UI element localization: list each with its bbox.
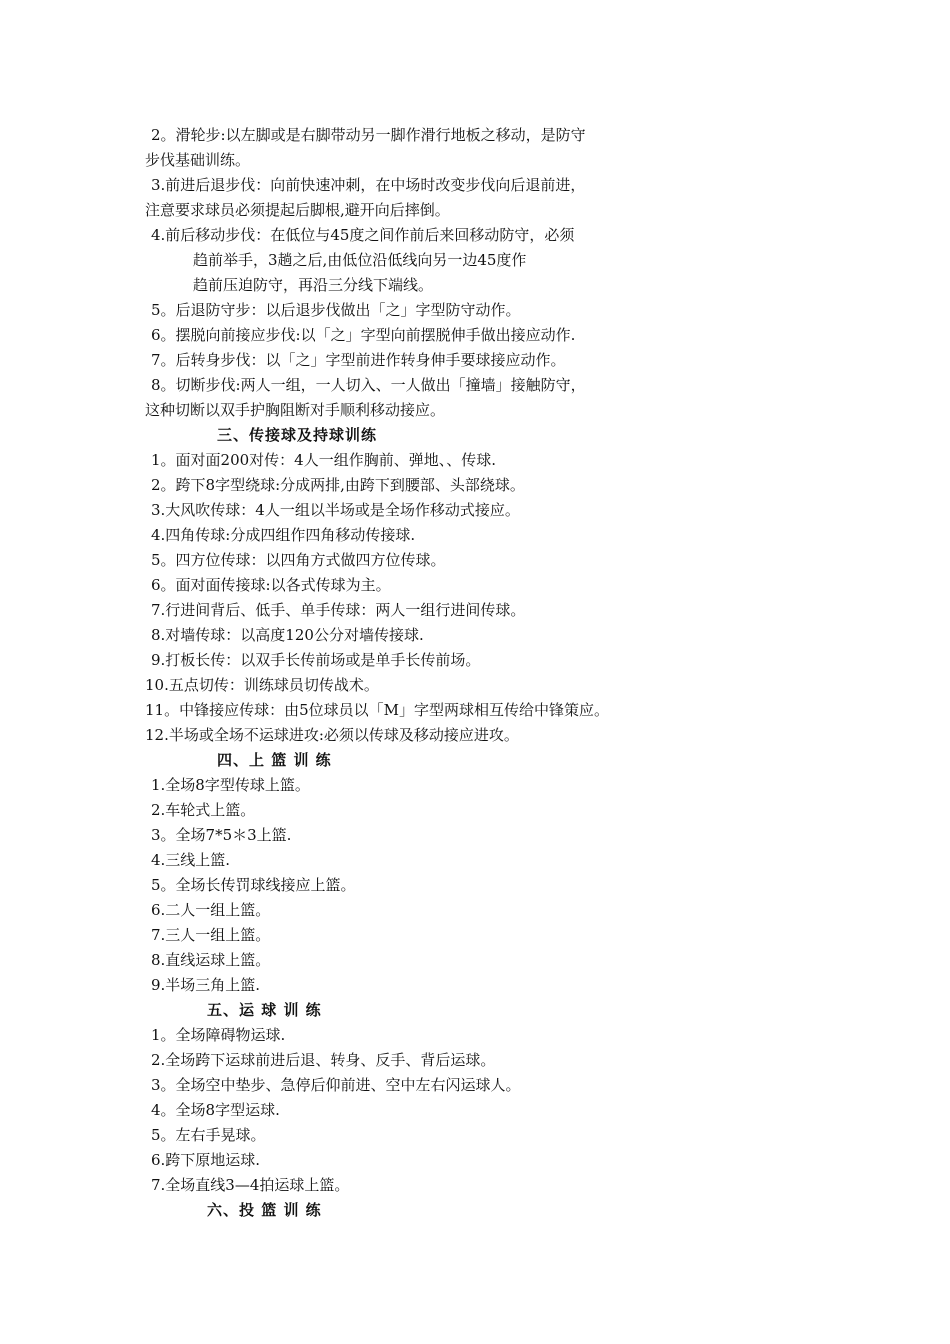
list-item: 9.半场三角上篮. — [151, 976, 261, 994]
section-heading: 六、投 篮 训 练 — [207, 1201, 322, 1219]
list-item: 8.直线运球上篮。 — [151, 951, 271, 969]
list-item: 8.对墙传球：以高度120公分对墙传接球. — [151, 626, 424, 644]
list-item: 6。面对面传接球:以各式传球为主。 — [151, 576, 391, 594]
list-item: 7.行进间背后、低手、单手传球：两人一组行进间传球。 — [151, 601, 526, 619]
list-item: 3.大风吹传球：4人一组以半场或是全场作移动式接应。 — [151, 501, 520, 519]
list-item: 5。全场长传罚球线接应上篮。 — [151, 876, 356, 894]
list-item: 5。四方位传球：以四角方式做四方位传球。 — [151, 551, 446, 569]
list-item: 3。全场空中垫步、急停后仰前进、空中左右闪运球人。 — [151, 1076, 521, 1094]
list-item: 11。中锋接应传球：由5位球员以「M」字型两球相互传给中锋策应。 — [145, 701, 609, 719]
document-body — [145, 123, 845, 1223]
list-item: 10.五点切传：训练球员切传战术。 — [145, 676, 379, 694]
list-item: 4。全场8字型运球. — [151, 1101, 280, 1119]
list-item: 1。面对面200对传：4人一组作胸前、弹地、、传球. — [151, 451, 496, 469]
text-line: 2。滑轮步:以左脚或是右脚带动另一脚作滑行地板之移动，是防守 — [151, 126, 586, 144]
list-item: 2.全场跨下运球前进后退、转身、反手、背后运球。 — [151, 1051, 496, 1069]
text-line: 趋前压迫防守，再沿三分线下端线。 — [193, 276, 434, 294]
list-item: 1。全场障碍物运球. — [151, 1026, 286, 1044]
list-item: 5。左右手晃球。 — [151, 1126, 266, 1144]
section-heading: 四、上 篮 训 练 — [217, 751, 332, 769]
list-item: 3。全场7*5＊3上篮. — [151, 826, 292, 844]
text-line: 6。摆脱向前接应步伐:以「之」字型向前摆脱伸手做出接应动作. — [151, 326, 576, 344]
list-item: 6.跨下原地运球. — [151, 1151, 261, 1169]
text-line: 7。后转身步伐：以「之」字型前进作转身伸手要球接应动作。 — [151, 351, 566, 369]
text-line: 这种切断以双手护胸阻断对手顺利移动接应。 — [145, 401, 446, 419]
text-line: 5。后退防守步：以后退步伐做出「之」字型防守动作。 — [151, 301, 521, 319]
list-item: 2。跨下8字型绕球:分成两排,由跨下到腰部、头部绕球。 — [151, 476, 525, 494]
list-item: 7.三人一组上篮。 — [151, 926, 271, 944]
list-item: 7.全场直线3—4拍运球上篮。 — [151, 1176, 350, 1194]
text-line: 4.前后移动步伐：在低位与45度之间作前后来回移动防守，必须 — [151, 226, 575, 244]
list-item: 9.打板长传：以双手长传前场或是单手长传前场。 — [151, 651, 481, 669]
list-item: 4.四角传球:分成四组作四角移动传接球. — [151, 526, 416, 544]
text-line: 8。切断步伐:两人一组，一人切入、一人做出「撞墙」接触防守， — [151, 376, 586, 394]
section-heading: 五、运 球 训 练 — [207, 1001, 322, 1019]
section-heading: 三、传接球及持球训练 — [217, 426, 378, 444]
text-line: 趋前举手，3趟之后,由低位沿低线向另一边45度作 — [193, 251, 527, 269]
list-item: 6.二人一组上篮。 — [151, 901, 271, 919]
text-line: 步伐基础训练。 — [145, 151, 251, 169]
text-line: 3.前进后退步伐：向前快速冲刺，在中场时改变步伐向后退前进， — [151, 176, 586, 194]
list-item: 1.全场8字型传球上篮。 — [151, 776, 310, 794]
list-item: 2.车轮式上篮。 — [151, 801, 256, 819]
list-item: 4.三线上篮. — [151, 851, 231, 869]
text-line: 注意要求球员必须提起后脚根,避开向后摔倒。 — [145, 201, 450, 219]
list-item: 12.半场或全场不运球进攻:必须以传球及移动接应进攻。 — [145, 726, 519, 744]
